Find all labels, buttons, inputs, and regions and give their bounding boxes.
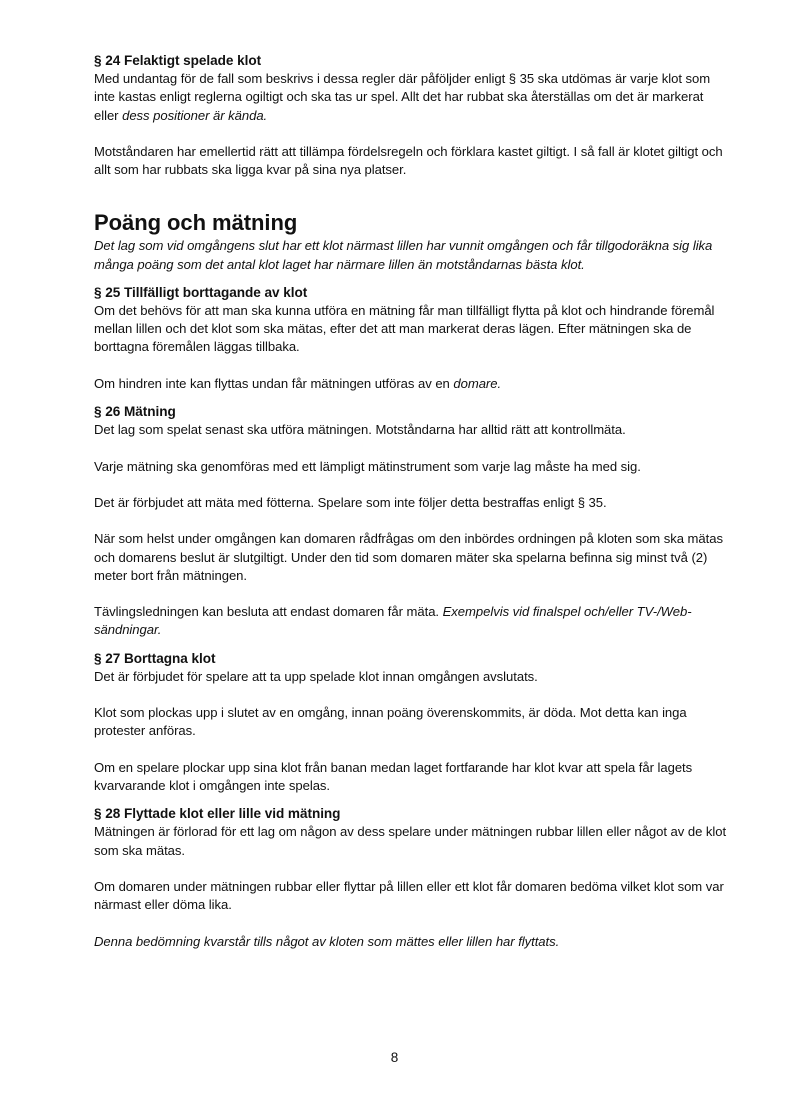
section-27-paragraph-2: Klot som plockas upp i slutet av en omgång, innan poäng överenskommits, är döda. Mot detta kan inga protester anföras. — [94, 705, 687, 739]
section-27-paragraph-1: Det är förbjudet för spelare att ta upp spelade klot innan omgången avslutats. — [94, 668, 538, 684]
section-25-paragraph-2 — [94, 375, 729, 393]
section-26-text: Tävlingsledningen kan besluta att endast domaren får mäta. — [94, 604, 443, 620]
chapter-title: Poäng och mätning — [94, 210, 298, 236]
chapter-intro: Det lag som vid omgångens slut har ett klot närmast lillen har vunnit omgången och får tillgodoräkna sig lika många poäng som det antal klot laget har närmare lillen än motståndarnas bästa klot. — [94, 238, 713, 272]
section-25-heading: § 25 Tillfälligt borttagande av klot — [94, 284, 308, 300]
section-26-italic-text: Exempelvis vid finalspel och/eller TV-/Web-sändningar. — [94, 604, 692, 638]
section-28-paragraph-2: Om domaren under mätningen rubbar eller flyttar på lillen eller ett klot får domaren bedöma vilket klot som var närmast eller döma lika. — [94, 878, 724, 913]
section-24-text: Med undantag för de fall som beskrivs i dessa regler där påföljder enligt § 35 ska utdömas är varje klot som inte kastas enligt reglerna ogiltigt och ska tas ur spel. Allt det har rubbat ska återställas om det är markerat eller — [94, 71, 711, 123]
section-26-paragraph-4: När som helst under omgången kan domaren rådfrågas om den inbördes ordningen på kloten som ska mätas och domarens beslut är slutgiltigt. Under den tid som domaren mäter ska spelarna befinna sig minst två (2) meter bort från mätningen. — [94, 531, 723, 583]
section-28-heading: § 28 Flyttade klot eller lille vid mätning — [94, 806, 341, 822]
section-27-paragraph-3: Om en spelare plockar upp sina klot från banan medan laget fortfarande har klot kvar att spela får lagets kvarvarande klot i omgången inte spelas. — [94, 759, 693, 793]
section-24-paragraph-2: Motståndaren har emellertid rätt att tillämpa fördelsregeln och förklara kastet giltigt. I så fall är klotet giltigt och allt som har rubbats ska ligga kvar på sina nya platser. — [94, 144, 723, 178]
section-26-heading: § 26 Mätning — [94, 404, 176, 420]
section-25-italic-text: domare. — [453, 375, 502, 391]
section-25-paragraph-1: Om det behövs för att man ska kunna utföra en mätning får man tillfälligt flytta på klot och hindrande föremål mellan lillen och det klot som ska mätas, efter det att man markerat deras lägen. Efter mätningen ska de borttagna föremålen läggas tillbaka. — [94, 303, 715, 355]
section-25-text: Om hindren inte kan flyttas undan får mätningen utföras av en — [94, 375, 454, 391]
section-24-italic-text: dess positioner är kända. — [122, 107, 268, 123]
section-26-paragraph-1: Det lag som spelat senast ska utföra mätningen. Motståndarna har alltid rätt att kontrollmäta. — [94, 422, 626, 438]
section-28-paragraph-3: Denna bedömning kvarstår tills något av kloten som mättes eller lillen har flyttats. — [94, 933, 560, 949]
page-number: 8 — [390, 1050, 399, 1065]
section-27-heading: § 27 Borttagna klot — [94, 650, 216, 666]
section-26-paragraph-3: Det är förbjudet att mäta med fötterna. Spelare som inte följer detta bestraffas enligt § 35. — [94, 495, 607, 510]
section-26-paragraph-5 — [94, 603, 729, 639]
section-28-paragraph-1: Mätningen är förlorad för ett lag om någon av dess spelare under mätningen rubbar lillen eller något av de klot som ska mätas. — [94, 824, 727, 858]
section-24-heading: § 24 Felaktigt spelade klot — [94, 53, 262, 68]
section-24-paragraph-1 — [94, 70, 729, 125]
section-26-paragraph-2: Varje mätning ska genomföras med ett lämpligt mätinstrument som varje lag måste ha med sig. — [94, 458, 641, 474]
